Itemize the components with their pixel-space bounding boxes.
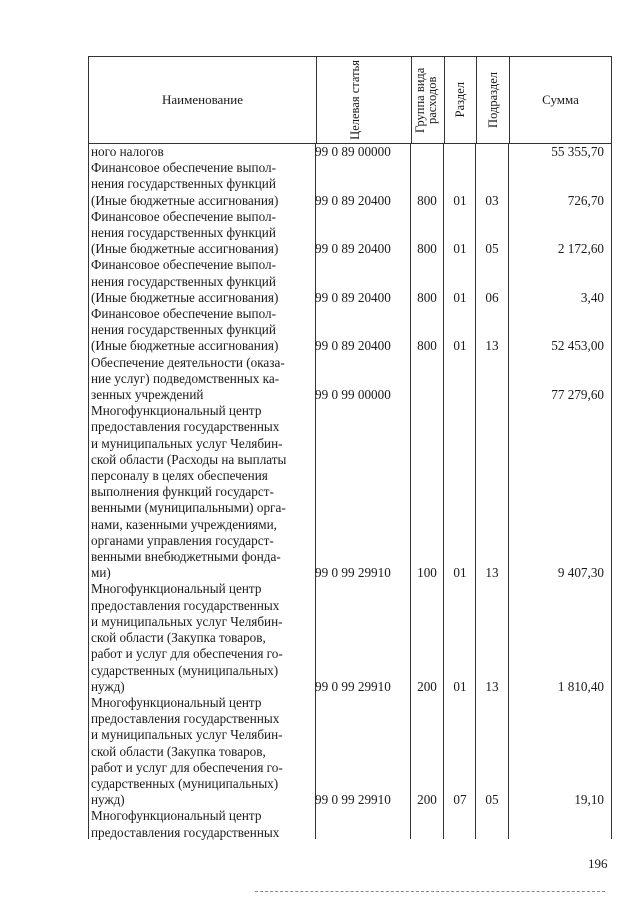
section-code: 01: [453, 289, 467, 305]
name-line: сударственных (муниципальных): [91, 775, 279, 791]
target-article-code: 99 0 99 00000: [315, 387, 391, 402]
header-section-label: Раздел: [453, 82, 467, 118]
name-line: (Иные бюджетные ассигнования): [91, 192, 279, 208]
bottom-rule: [255, 891, 605, 892]
name-line: и муниципальных услуг Челябин-: [91, 727, 283, 743]
header-subsection-label: Подраздел: [485, 72, 500, 128]
header-expense-group: [411, 57, 444, 143]
expense-group-code: 200: [417, 678, 437, 694]
target-article-code: 99 0 99 29910: [315, 678, 391, 694]
name-line: выполнения функций государст-: [91, 484, 274, 500]
name-line: нами, казенными учреждениями,: [91, 516, 277, 532]
amount-value: 2 172,60: [557, 241, 604, 257]
subsection-code: 06: [485, 289, 499, 305]
header-name: [89, 57, 316, 143]
section-code: 01: [453, 192, 467, 208]
header-expense-group-label: Группа вида расходов: [412, 67, 439, 133]
header-name-label: Наименование: [162, 92, 243, 107]
amount-value: 19,10: [574, 792, 604, 807]
table-header: [88, 56, 612, 144]
name-line: предоставления государственных: [91, 597, 280, 613]
name-line: предоставления государственных: [91, 419, 280, 435]
name-line: нения государственных функций: [91, 322, 276, 338]
header-amount-label: Сумма: [542, 92, 579, 107]
expense-group-code: 100: [417, 565, 437, 581]
table-body: [88, 144, 612, 839]
name-line: нужд): [91, 678, 125, 694]
section-code: 01: [453, 338, 467, 354]
section-code: 07: [453, 792, 467, 807]
name-line: персоналу в целях обеспечения: [91, 468, 268, 484]
name-line: Финансовое обеспечение выпол-: [91, 257, 276, 273]
amount-value: 9 407,30: [557, 565, 604, 581]
name-line: предоставления государственных: [91, 824, 280, 840]
section-code: 01: [453, 565, 467, 581]
name-line: ми): [91, 565, 111, 581]
target-article-code: 99 0 89 20400: [315, 338, 391, 354]
name-line: ской области (Закупка товаров,: [91, 630, 266, 646]
name-line: Обеспечение деятельности (оказа-: [91, 354, 285, 370]
amount-value: 77 279,60: [551, 387, 604, 402]
subsection-code: 03: [485, 192, 499, 208]
header-amount: [509, 57, 612, 143]
name-line: венными внебюджетными фонда-: [91, 549, 281, 565]
header-section: [444, 57, 476, 143]
name-line: и муниципальных услуг Челябин-: [91, 435, 283, 451]
header-subsection: [476, 57, 509, 143]
page-number: 196: [588, 856, 608, 871]
name-line: органами управления государст-: [91, 532, 274, 548]
expense-group-code: 800: [417, 192, 437, 208]
name-line: Многофункциональный центр: [91, 403, 262, 419]
name-line: (Иные бюджетные ассигнования): [91, 289, 279, 305]
name-line: работ и услуг для обеспечения го-: [91, 759, 283, 775]
name-line: предоставления государственных: [91, 711, 280, 727]
target-article-code: 99 0 89 20400: [315, 289, 391, 305]
name-line: нения государственных функций: [91, 176, 276, 192]
name-line: ние услуг) подведомственных ка-: [91, 370, 280, 386]
section-code: 01: [453, 241, 467, 257]
amount-value: 1 810,40: [557, 678, 604, 694]
amount-value: 726,70: [567, 192, 604, 208]
name-line: Многофункциональный центр: [91, 581, 262, 597]
subsection-code: 13: [485, 565, 499, 581]
name-line: (Иные бюджетные ассигнования): [91, 338, 279, 354]
name-line: Многофункциональный центр: [91, 694, 262, 710]
name-line: сударственных (муниципальных): [91, 662, 279, 678]
name-line: нения государственных функций: [91, 273, 276, 289]
expense-group-code: 800: [417, 289, 437, 305]
name-line: и муниципальных услуг Челябин-: [91, 613, 283, 629]
section-code: 01: [453, 678, 467, 694]
name-line: нужд): [91, 792, 125, 808]
target-article-code: 99 0 99 29910: [315, 792, 391, 807]
subsection-code: 13: [485, 338, 499, 354]
subsection-code: 13: [485, 678, 499, 694]
name-line: Финансовое обеспечение выпол-: [91, 160, 276, 176]
amount-value: 3,40: [580, 289, 604, 305]
name-line: работ и услуг для обеспечения го-: [91, 646, 283, 662]
header-target-article: [316, 57, 411, 143]
expense-group-code: 800: [417, 338, 437, 354]
name-line: Финансовое обеспечение выпол-: [91, 208, 276, 224]
header-target-article-label: Целевая статья: [347, 60, 362, 140]
expense-group-code: 200: [417, 792, 437, 807]
amount-value: 55 355,70: [551, 144, 604, 159]
column-border: [611, 144, 612, 839]
name-line: ного налогов: [91, 144, 164, 159]
subsection-code: 05: [485, 792, 499, 807]
column-border: [88, 144, 89, 839]
target-article-code: 99 0 89 20400: [315, 192, 391, 208]
target-article-code: 99 0 99 29910: [315, 565, 391, 581]
amount-value: 52 453,00: [551, 338, 604, 354]
name-line: зенных учреждений: [91, 387, 204, 403]
target-article-code: 99 0 89 00000: [315, 144, 391, 159]
name-line: (Иные бюджетные ассигнования): [91, 241, 279, 257]
expense-group-code: 800: [417, 241, 437, 257]
target-article-code: 99 0 89 20400: [315, 241, 391, 257]
name-line: ской области (Расходы на выплаты: [91, 451, 287, 467]
subsection-code: 05: [485, 241, 499, 257]
name-line: венными (муниципальными) орга-: [91, 500, 286, 516]
name-line: нения государственных функций: [91, 225, 276, 241]
name-line: ской области (Закупка товаров,: [91, 743, 266, 759]
name-line: Финансовое обеспечение выпол-: [91, 306, 276, 322]
name-column-text: [91, 144, 306, 841]
name-line: Многофункциональный центр: [91, 808, 262, 824]
